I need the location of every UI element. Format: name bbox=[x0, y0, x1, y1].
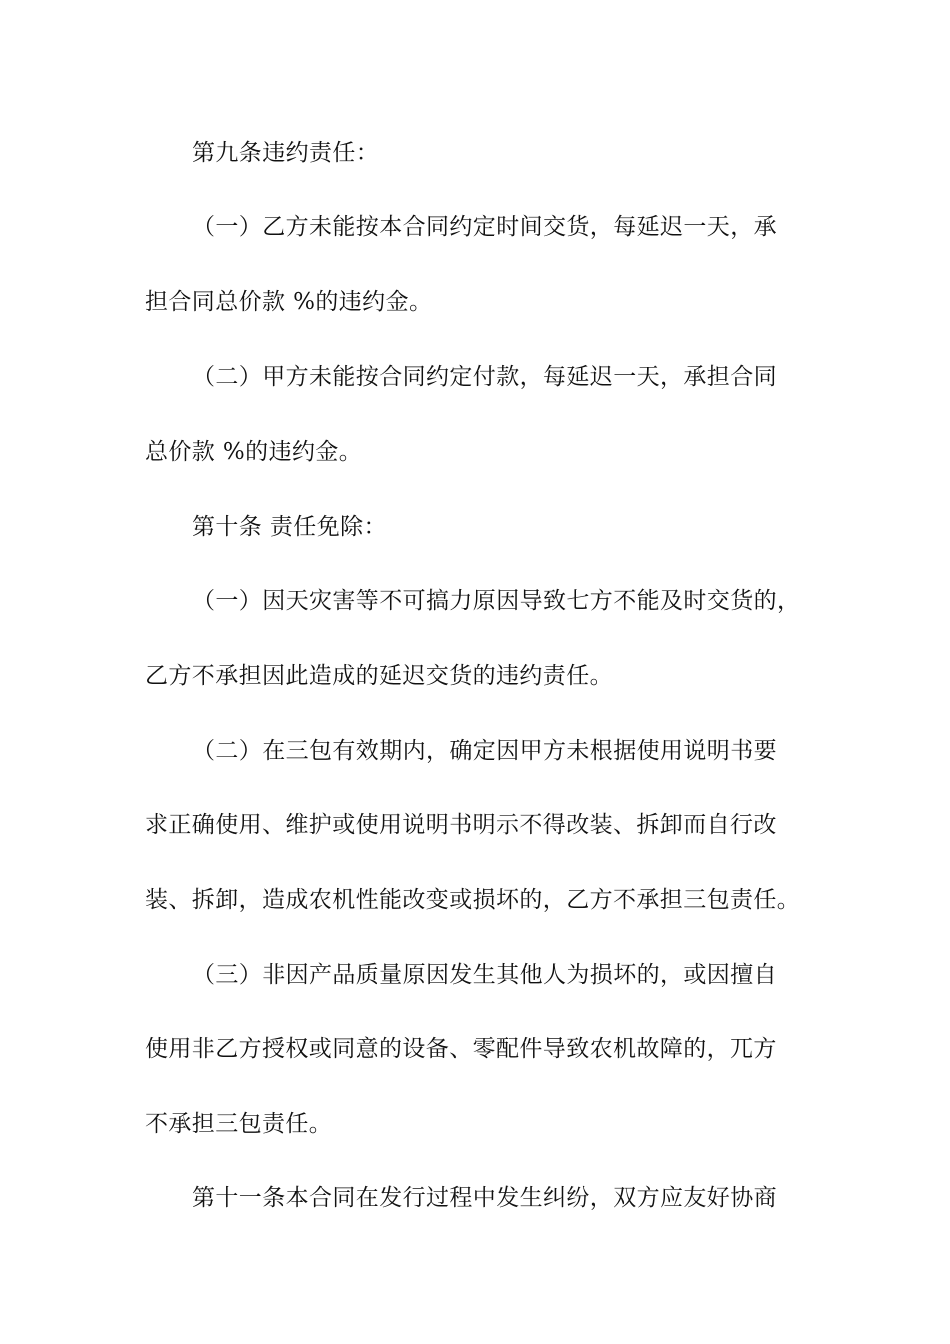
paragraph-line: 总价款 %的违约金。 bbox=[145, 439, 363, 465]
paragraph-line: 乙方不承担因此造成的延迟交货的违约责任。 bbox=[145, 663, 613, 689]
paragraph-line: 求正确使用、维护或使用说明书明示不得改装、拆卸而自行改 bbox=[145, 812, 777, 838]
paragraph-line: 担合同总价款 %的违约金。 bbox=[145, 289, 433, 315]
paragraph-line: 不承担三包责任。 bbox=[145, 1111, 333, 1137]
article-10-heading: 第十条 责任免除： bbox=[192, 514, 387, 540]
paragraph-line: （一）乙方未能按本合同约定时间交货，每延迟一天，承 bbox=[192, 214, 777, 240]
article-9-heading: 第九条违约责任： bbox=[192, 140, 380, 166]
paragraph-line: 装、拆卸，造成农机性能改变或损坏的，乙方不承担三包责任。 bbox=[145, 887, 801, 913]
paragraph-line: 使用非乙方授权或同意的设备、零配件导致农机故障的，兀方 bbox=[145, 1036, 777, 1062]
paragraph-line: （三）非因产品质量原因发生其他人为损坏的，或因擅自 bbox=[192, 962, 777, 988]
article-11-line: 第十一条本合同在发行过程中发生纠纷，双方应友好协商 bbox=[192, 1185, 777, 1211]
paragraph-line: （二）甲方未能按合同约定付款，每延迟一天，承担合同 bbox=[192, 364, 777, 390]
paragraph-line: （二）在三包有效期内，确定因甲方未根据使用说明书要 bbox=[192, 738, 777, 764]
paragraph-line: （一）因天灾害等不可搞力原因导致七方不能及时交货的， bbox=[192, 588, 801, 614]
